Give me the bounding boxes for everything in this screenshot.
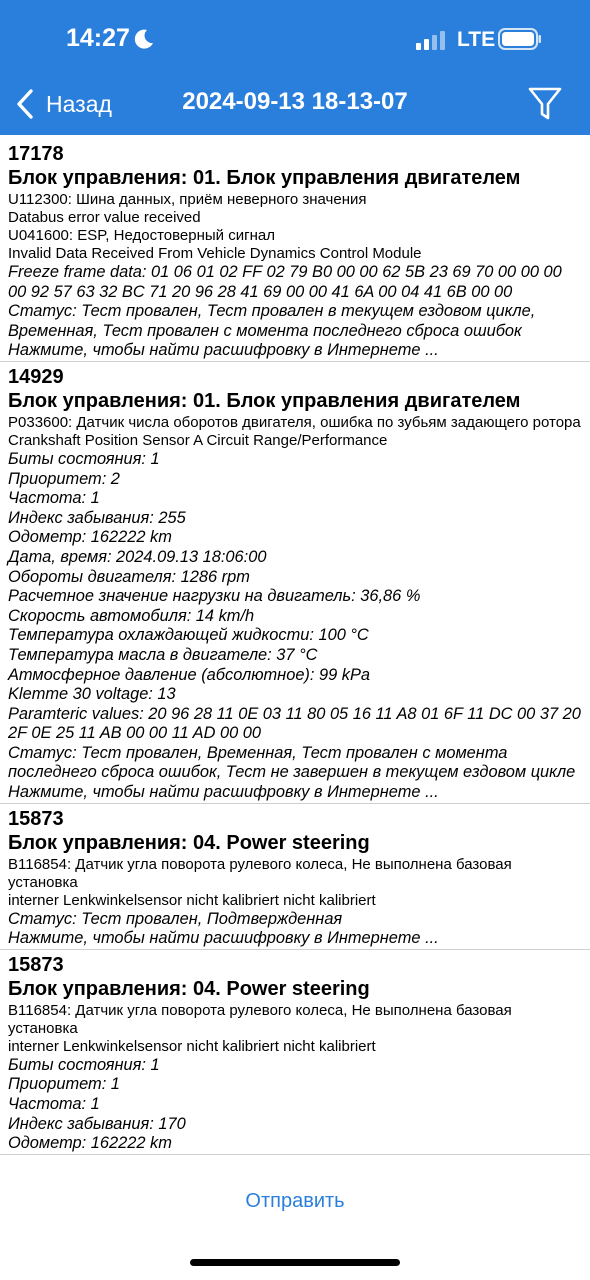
description-line: B116854: Датчик угла поворота рулевого колеса, Не выполнена базовая установка bbox=[8, 1001, 512, 1037]
detail-line: Атмосферное давление (абсолютное): 99 kPa bbox=[8, 665, 371, 684]
description-line: interner Lenkwinkelsensor nicht kalibriert nicht kalibriert bbox=[8, 891, 376, 909]
search-online-link[interactable]: Нажмите, чтобы найти расшифровку в Интернете ... bbox=[8, 929, 439, 948]
description-line: interner Lenkwinkelsensor nicht kalibriert nicht kalibriert bbox=[8, 1037, 376, 1055]
control-unit-title: Блок управления: 04. Power steering bbox=[8, 831, 370, 854]
detail-line: Биты состояния: 1 bbox=[8, 449, 160, 468]
detail-line: Обороты двигателя: 1286 rpm bbox=[8, 567, 250, 586]
status-time: 14:27 bbox=[66, 24, 130, 52]
page-title: 2024-09-13 18-13-07 bbox=[182, 88, 408, 115]
control-unit-title: Блок управления: 04. Power steering bbox=[8, 977, 370, 1000]
detail-line: Приоритет: 1 bbox=[8, 1075, 120, 1094]
back-label: Назад bbox=[46, 90, 112, 117]
description-line: U112300: Шина данных, приём неверного значения bbox=[8, 191, 367, 208]
description-line: B116854: Датчик угла поворота рулевого колеса, Не выполнена базовая установка bbox=[8, 855, 512, 891]
control-unit-title: Блок управления: 01. Блок управления двигателем bbox=[8, 389, 521, 412]
detail-line: Дата, время: 2024.09.13 18:06:00 bbox=[8, 547, 267, 566]
detail-line: Частота: 1 bbox=[8, 489, 100, 508]
detail-line: Paramteric values: 20 96 28 11 0E 03 11 80 05 16 11 A8 01 6F 11 DC 00 37 20 2F 0E 25 11 AB 00 00 11 AD 00 00 bbox=[8, 704, 581, 743]
detail-line: Статус: Тест провален, Временная, Тест провален с момента последнего сброса ошибок, Тест не завершен в текущем ездовом цикле bbox=[8, 743, 576, 782]
detail-line: Freeze frame data: 01 06 01 02 FF 02 79 B0 00 00 62 5B 23 69 70 00 00 00 00 92 57 63 32 BC 71 20 96 28 41 69 00 00 41 6A 00 04 41 6B 00 00 bbox=[8, 263, 562, 301]
error-entry bbox=[0, 950, 590, 1155]
detail-line: Биты состояния: 1 bbox=[8, 1055, 160, 1074]
error-entry bbox=[0, 804, 590, 950]
filter-icon[interactable] bbox=[527, 84, 563, 124]
signal-icon bbox=[416, 30, 448, 50]
detail-line: Скорость автомобиля: 14 km/h bbox=[8, 606, 255, 625]
search-online-link[interactable]: Нажмите, чтобы найти расшифровку в Интернете ... bbox=[8, 341, 439, 360]
error-code: 17178 bbox=[8, 143, 64, 165]
detail-line: Частота: 1 bbox=[8, 1095, 100, 1114]
send-button[interactable]: Отправить bbox=[245, 1190, 345, 1212]
detail-line: Индекс забывания: 170 bbox=[8, 1114, 186, 1133]
search-online-link[interactable]: Нажмите, чтобы найти расшифровку в Интернете ... bbox=[8, 783, 439, 802]
error-entry bbox=[0, 139, 590, 362]
detail-line: Температура охлаждающей жидкости: 100 °C bbox=[8, 626, 369, 645]
detail-line: Индекс забывания: 255 bbox=[8, 508, 186, 527]
error-list[interactable] bbox=[0, 139, 590, 1165]
description-line: Invalid Data Received From Vehicle Dynamics Control Module bbox=[8, 245, 422, 262]
detail-line: Приоритет: 2 bbox=[8, 469, 120, 488]
error-entry bbox=[0, 362, 590, 804]
battery-icon bbox=[498, 28, 542, 50]
navigation-header bbox=[0, 0, 590, 135]
description-line: Crankshaft Position Sensor A Circuit Range/Performance bbox=[8, 431, 388, 449]
error-code: 15873 bbox=[8, 953, 64, 976]
detail-line: Одометр: 162222 km bbox=[8, 528, 172, 547]
description-line: U041600: ESP, Недостоверный сигнал bbox=[8, 227, 275, 244]
moon-icon bbox=[133, 28, 155, 50]
detail-line: Klemme 30 voltage: 13 bbox=[8, 685, 176, 704]
detail-line: Статус: Тест провален, Тест провален в текущем ездовом цикле, Временная, Тест провален с момента последнего сброса ошибок bbox=[8, 302, 536, 340]
home-indicator bbox=[190, 1259, 400, 1266]
detail-line: Статус: Тест провален, Подтвержденная bbox=[8, 909, 343, 928]
detail-line: Расчетное значение нагрузки на двигатель: 36,86 % bbox=[8, 587, 421, 606]
network-type: LTE bbox=[457, 28, 496, 51]
detail-line: Одометр: 162222 km bbox=[8, 1134, 172, 1153]
description-line: Databus error value received bbox=[8, 209, 201, 226]
error-code: 14929 bbox=[8, 365, 64, 388]
detail-line: Температура масла в двигателе: 37 °C bbox=[8, 645, 318, 664]
description-line: P033600: Датчик числа оборотов двигателя, ошибка по зубьям задающего ротора bbox=[8, 413, 581, 431]
error-code: 15873 bbox=[8, 807, 64, 830]
control-unit-title: Блок управления: 01. Блок управления двигателем bbox=[8, 167, 521, 189]
